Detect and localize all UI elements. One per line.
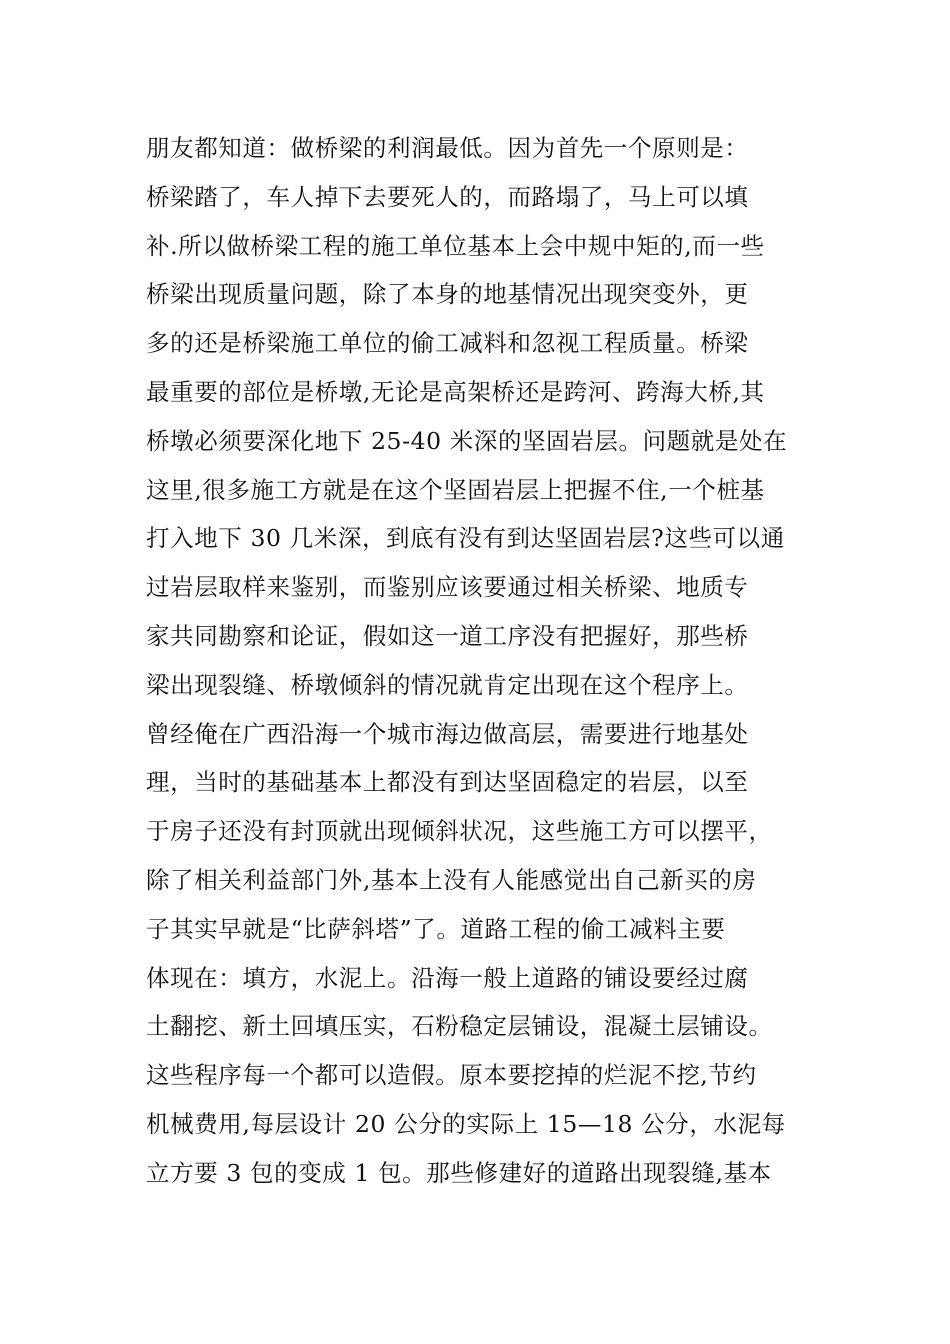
text-line-20: 这些程序每一个都可以造假。原本要挖掉的烂泥不挖,节约: [146, 1061, 757, 1090]
text-line-5: 多的还是桥梁施工单位的偷工减料和忽视工程质量。桥梁: [146, 329, 749, 358]
body-text: [146, 124, 826, 1198]
text-line-9: 打入地下 30 几米深，到底有没有到达坚固岩层?这些可以通: [146, 524, 785, 553]
text-line-18: 体现在：填方，水泥上。沿海一般上道路的铺设要经过腐: [146, 963, 749, 992]
text-line-14: 理，当时的基础基本上都没有到达坚固稳定的岩层，以至: [146, 768, 749, 797]
text-line-10: 过岩层取样来鉴别，而鉴别应该要通过相关桥梁、地质专: [146, 573, 749, 602]
text-line-6: 最重要的部位是桥墩,无论是高架桥还是跨河、跨海大桥,其: [146, 377, 765, 406]
text-line-16: 除了相关利益部门外,基本上没有人能感觉出自己新买的房: [146, 865, 757, 894]
text-line-13: 曾经俺在广西沿海一个城市海边做高层，需要进行地基处: [146, 719, 749, 748]
text-line-21: 机械费用,每层设计 20 公分的实际上 15—18 公分，水泥每: [146, 1109, 786, 1138]
text-line-4: 桥梁出现质量问题，除了本身的地基情况出现突变外，更: [146, 280, 749, 309]
text-line-17: 子其实早就是“比萨斜塔”了。道路工程的偷工减料主要: [146, 914, 726, 943]
text-line-1: 朋友都知道：做桥梁的利润最低。因为首先一个原则是：: [146, 134, 749, 162]
text-line-7: 桥墩必须要深化地下 25-40 米深的坚固岩层。问题就是处在: [146, 426, 788, 455]
text-line-12: 梁出现裂缝、桥墩倾斜的情况就肯定出现在这个程序上。: [146, 670, 749, 699]
text-line-2: 桥梁踏了，车人掉下去要死人的，而路塌了，马上可以填: [146, 182, 749, 211]
text-line-3: 补.所以做桥梁工程的施工单位基本上会中规中矩的,而一些: [146, 231, 765, 260]
text-line-22: 立方要 3 包的变成 1 包。那些修建好的道路出现裂缝,基本: [146, 1158, 772, 1187]
text-line-8: 这里,很多施工方就是在这个坚固岩层上把握不住,一个桩基: [146, 475, 765, 504]
text-line-19: 土翻挖、新土回填压实，石粉稳定层铺设，混凝土层铺设。: [146, 1012, 773, 1041]
text-line-15: 于房子还没有封顶就出现倾斜状况，这些施工方可以摆平，: [146, 817, 773, 846]
text-line-11: 家共同勘察和论证，假如这一道工序没有把握好，那些桥: [146, 621, 749, 650]
